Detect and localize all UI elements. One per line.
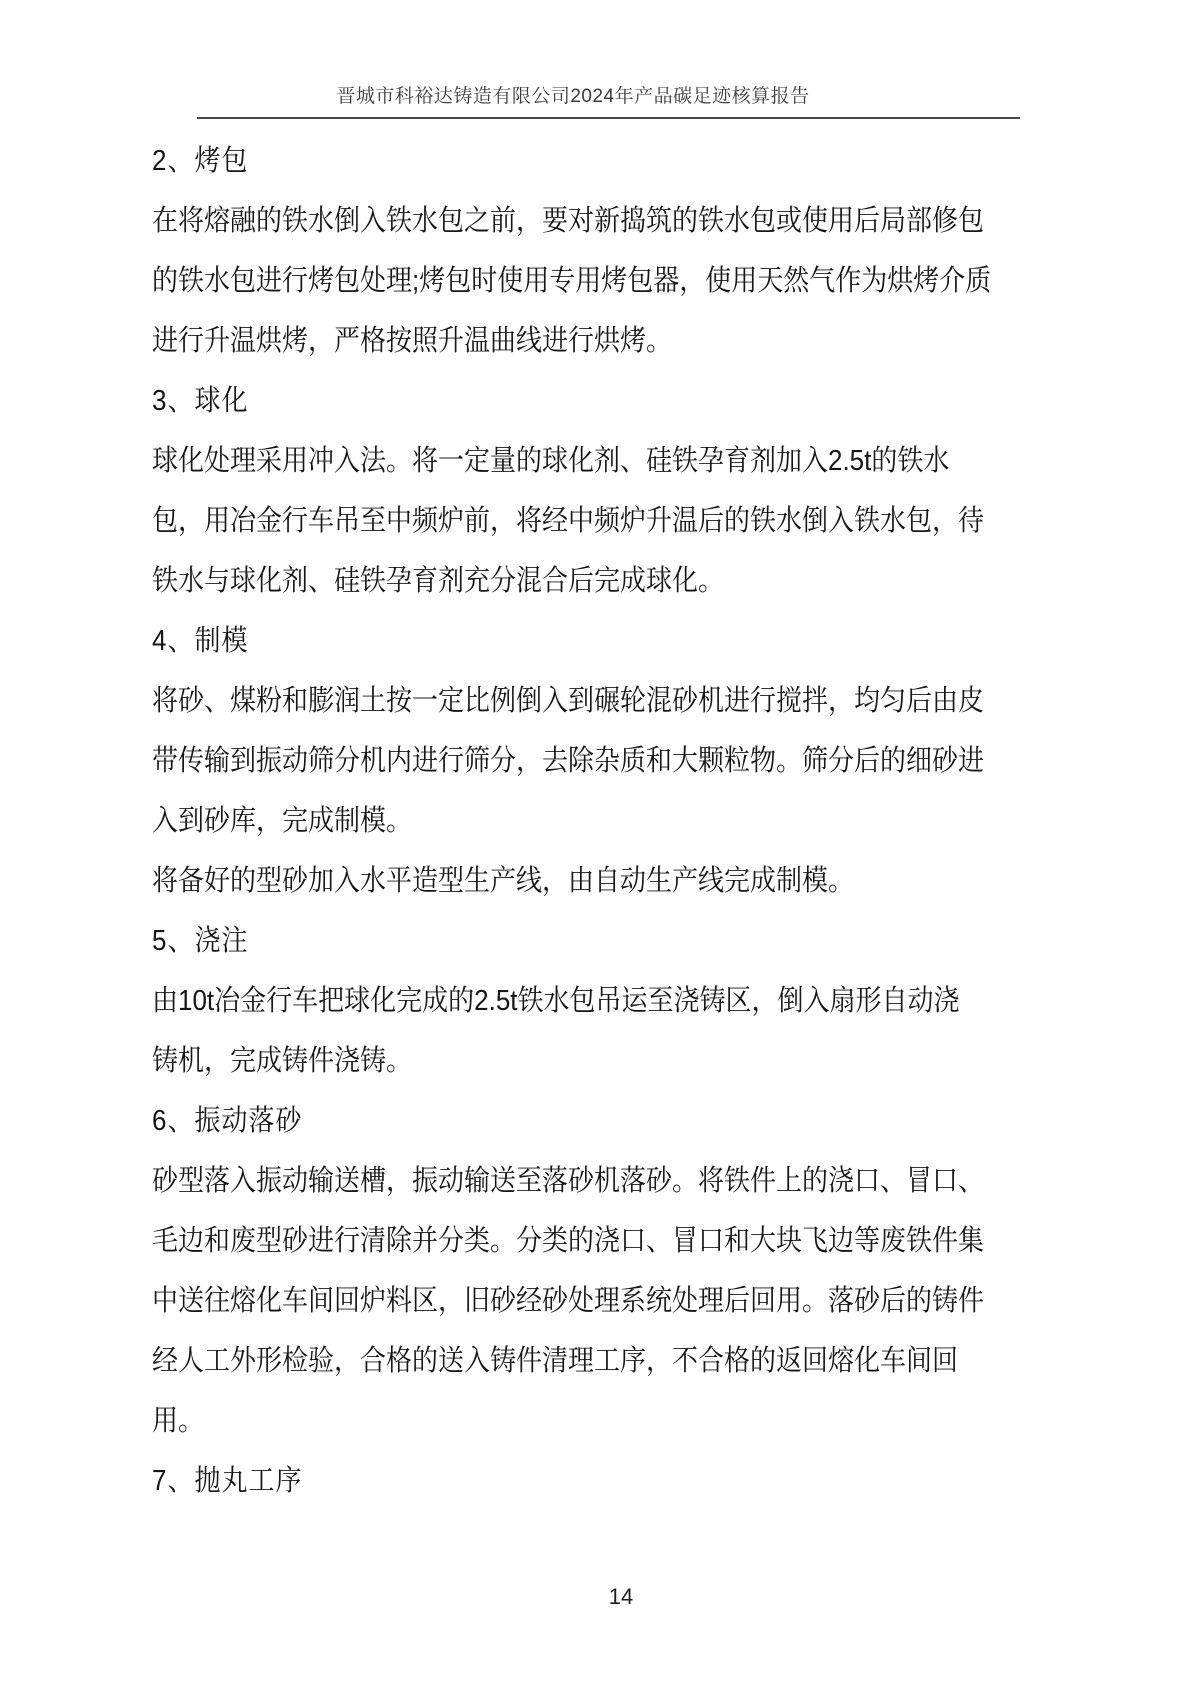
- section-heading: 6、振动落砂: [152, 1103, 303, 1137]
- section-heading: 2、烤包: [152, 143, 249, 177]
- header-rule-divider: [197, 117, 1020, 119]
- header-title: 晋城市科裕达铸造有限公司2024年产品碳足迹核算报告: [336, 86, 810, 107]
- text-line: 将砂、煤粉和膨润土按一定比例倒入到碾轮混砂机进行搅拌，均匀后由皮: [152, 683, 985, 717]
- page-number: 14: [608, 1584, 634, 1609]
- page-header: [0, 0, 1190, 120]
- text-line: 用。: [152, 1403, 205, 1437]
- text-line: 进行升温烘烤，严格按照升温曲线进行烘烤。: [152, 323, 673, 357]
- text-line: 包，用冶金行车吊至中频炉前，将经中频炉升温后的铁水倒入铁水包，待: [152, 503, 985, 537]
- text-line: 的铁水包进行烤包处理;烤包时使用专用烤包器，使用天然气作为烘烤介质: [152, 263, 992, 297]
- section-heading: 4、制模: [152, 623, 249, 657]
- text-line: 中送往熔化车间回炉料区，旧砂经砂处理系统处理后回用。落砂后的铸件: [152, 1283, 985, 1317]
- text-line: 将备好的型砂加入水平造型生产线，由自动生产线完成制模。: [152, 863, 855, 897]
- text-line: 球化处理采用冲入法。将一定量的球化剂、硅铁孕育剂加入2.5t的铁水: [152, 443, 950, 477]
- text-line: 入到砂库，完成制模。: [152, 803, 413, 837]
- text-line: 经人工外形检验，合格的送入铸件清理工序，不合格的返回熔化车间回: [152, 1343, 959, 1377]
- text-line: 砂型落入振动输送槽，振动输送至落砂机落砂。将铁件上的浇口、冒口、: [152, 1163, 985, 1197]
- text-line: 铁水与球化剂、硅铁孕育剂充分混合后完成球化。: [152, 563, 725, 597]
- page-footer: [52, 1584, 1190, 1610]
- section-heading: 5、浇注: [152, 923, 249, 957]
- section-heading: 7、抛丸工序: [152, 1463, 303, 1497]
- document-body: [152, 130, 1142, 1510]
- text-line: 铸机，完成铸件浇铸。: [152, 1043, 413, 1077]
- text-line: 毛边和废型砂进行清除并分类。分类的浇口、冒口和大块飞边等废铁件集: [152, 1223, 985, 1257]
- section-heading: 3、球化: [152, 383, 249, 417]
- text-line: 带传输到振动筛分机内进行筛分，去除杂质和大颗粒物。筛分后的细砂进: [152, 743, 985, 777]
- text-line: 由10t冶金行车把球化完成的2.5t铁水包吊运至浇铸区，倒入扇形自动浇: [152, 983, 960, 1017]
- text-line: 在将熔融的铁水倒入铁水包之前，要对新捣筑的铁水包或使用后局部修包: [152, 203, 985, 237]
